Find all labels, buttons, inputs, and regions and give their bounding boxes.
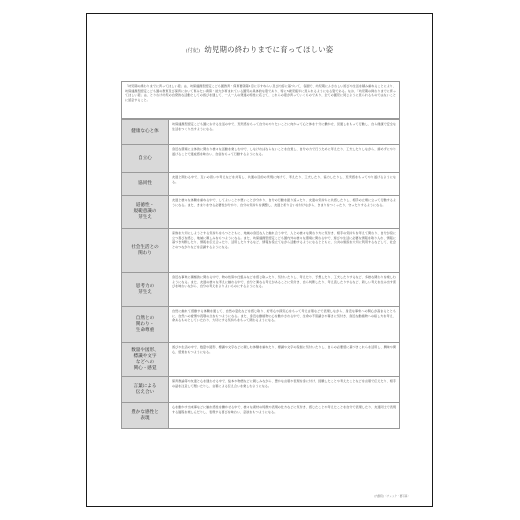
document-page	[86, 13, 433, 507]
row-description: 身近な環境に主体的に関わり様々な活動を楽しむ中で、しなければならないことを自覚し、自分の力で行うために考えたり、工夫したりしながら、諦めずにやり遂げることで達成感を味わい、自信をもって行動するようになる。	[172, 147, 396, 156]
table-row	[121, 273, 400, 307]
row-label: 協同性	[122, 173, 169, 195]
row-label: 自然との 関わり・ 生命尊重	[122, 307, 169, 342]
row-label: 健康な心と体	[122, 120, 169, 144]
table-row	[121, 196, 400, 229]
title-prefix: (付紀)	[185, 48, 201, 54]
row-description: 身近な事象に積極的に関わる中で、物の性質や仕組みなどを感じ取ったり、気付いたりし、考えたり、予想したり、工夫したりするなど、多様な関わりを楽しむようになる。また、友達の様々な考えに触れる中で、自分と異なる考えがあることに気付き、自ら判断したり、考え直したりするなど、新しい考えを生み出す喜びを味わいながら、自分の考えをよりよいものにするようになる。	[172, 275, 396, 289]
table-row	[121, 377, 400, 403]
title-text: 幼児期の終わりまでに育ってほしい姿	[204, 45, 334, 54]
row-label: 道徳性・ 規範意識の 芽生え	[122, 196, 169, 228]
row-description: 保育教諭等や友達と心を通わせる中で、絵本や物語などに親しみながら、豊かな言葉や表現を身に付け、経験したことや考えたことなどを言葉で伝えたり、相手の話を注意して聞いたりし、言葉による伝え合いを楽しむようになる。	[172, 379, 396, 388]
row-description: 友達と関わる中で、互いの思いや考えなどを共有し、共通の目的の実現に向けて、考えたり、工夫したり、協力したりし、充実感をもってやり遂げるようになる。	[172, 175, 396, 184]
table-row	[121, 307, 400, 343]
table-row	[121, 229, 400, 273]
row-label: 自立心	[122, 145, 169, 172]
table-row	[121, 145, 400, 173]
row-description: 友達と様々な体験を重ねる中で、してよいことや悪いことが分かり、自分の行動を振り返ったり、友達の気持ちに共感したりし、相手の立場に立って行動するようになる。また、きまりを守る必要性が分かり、自分の気持ちを調整し、友達と折り合いを付けながら、きまりをつくったり、守ったりするようになる。	[172, 198, 396, 207]
row-description: 幼保連携型認定こども園における生活の中で、充実感をもって自分のやりたいことに向かって心と体を十分に働かせ、見通しをもって行動し、自ら健康で安全な生活をつくり出すようになる。	[172, 122, 396, 131]
row-label: 思考力の 芽生え	[122, 273, 169, 306]
intro-box: 「幼児期の終わりまでに育ってほしい姿」は、幼保連携型認定こども園教育・保育要領第1章に示すねらい及び内容に基づいて、各園で、幼児期にふさわしい遊びや生活を積み重ねることにより、幼保連携型認定こども園の教育及び保育において育みたい資質・能力が育まれている園児の具体的な姿であり、特に5歳児後半に見られるようになる姿である。なお、「幼児期の終わりまでに育ってほしい姿」は、とりわけ幼児の自発的な活動としての遊びを通して、一人一人の発達の特性に応じて、これらの姿が育っていくものであり、全ての園児に同じように見られるものではないことに留意すること。	[121, 81, 400, 119]
page-title	[87, 44, 432, 55]
table-row	[121, 343, 400, 377]
row-label: 豊かな感性と 表現	[122, 403, 169, 428]
row-description: 遊びや生活の中で、数量や図形、標識や文字などに親しむ体験を重ねたり、標識や文字の役割に気付いたりし、自らの必要感に基づきこれらを活用し、興味や関心、感覚をもつようになる。	[172, 345, 396, 354]
row-label: 言葉による 伝え合い	[122, 377, 169, 402]
row-label: 社会生活との 関わり	[122, 229, 169, 272]
row-description: 自然に触れて感動する体験を通して、自然の変化などを感じ取り、好奇心や探究心をもって考え言葉などで表現しながら、身近な事象への関心が高まるとともに、自然への愛情や畏敬の念をもつようになる。また、身近な動植物に心を動かされる中で、生命の不思議さや尊さに気付き、身近な動植物への接し方を考え、命あるものとしていたわり、大切にする気持ちをもって関わるようになる。	[172, 309, 396, 323]
page-footer: (内閣府)（チェック・要写真）	[374, 495, 410, 498]
table-row	[121, 173, 400, 196]
row-label: 数量や図形、 標識や文字 などへの 関心・感覚	[122, 343, 169, 376]
goals-table	[121, 119, 400, 429]
row-description: 家族を大切にしようとする気持ちをもつとともに、地域の身近な人と触れ合う中で、人との様々な関わり方に気付き、相手の気持ちを考えて関わり、自分が役に立つ喜びを感じ、地域に親しみをもつようになる。また、幼保連携型認定こども園内外の様々な環境に関わる中で、遊びや生活に必要な情報を取り入れ、情報に基づき判断したり、情報を伝え合ったり、活用したりするなど、情報を役立てながら活動するようになるとともに、公共の施設を大切に利用するなどして、社会とのつながりなどを意識するようになる。	[172, 231, 396, 249]
row-description: 心を動かす出来事などに触れ感性を働かせる中で、様々な素材の特徴や表現の仕方などに気付き、感じたことや考えたことを自分で表現したり、友達同士で表現する過程を楽しんだりし、表現する喜びを味わい、意欲をもつようになる。	[172, 405, 396, 414]
table-row	[121, 403, 400, 429]
table-row	[121, 119, 400, 145]
